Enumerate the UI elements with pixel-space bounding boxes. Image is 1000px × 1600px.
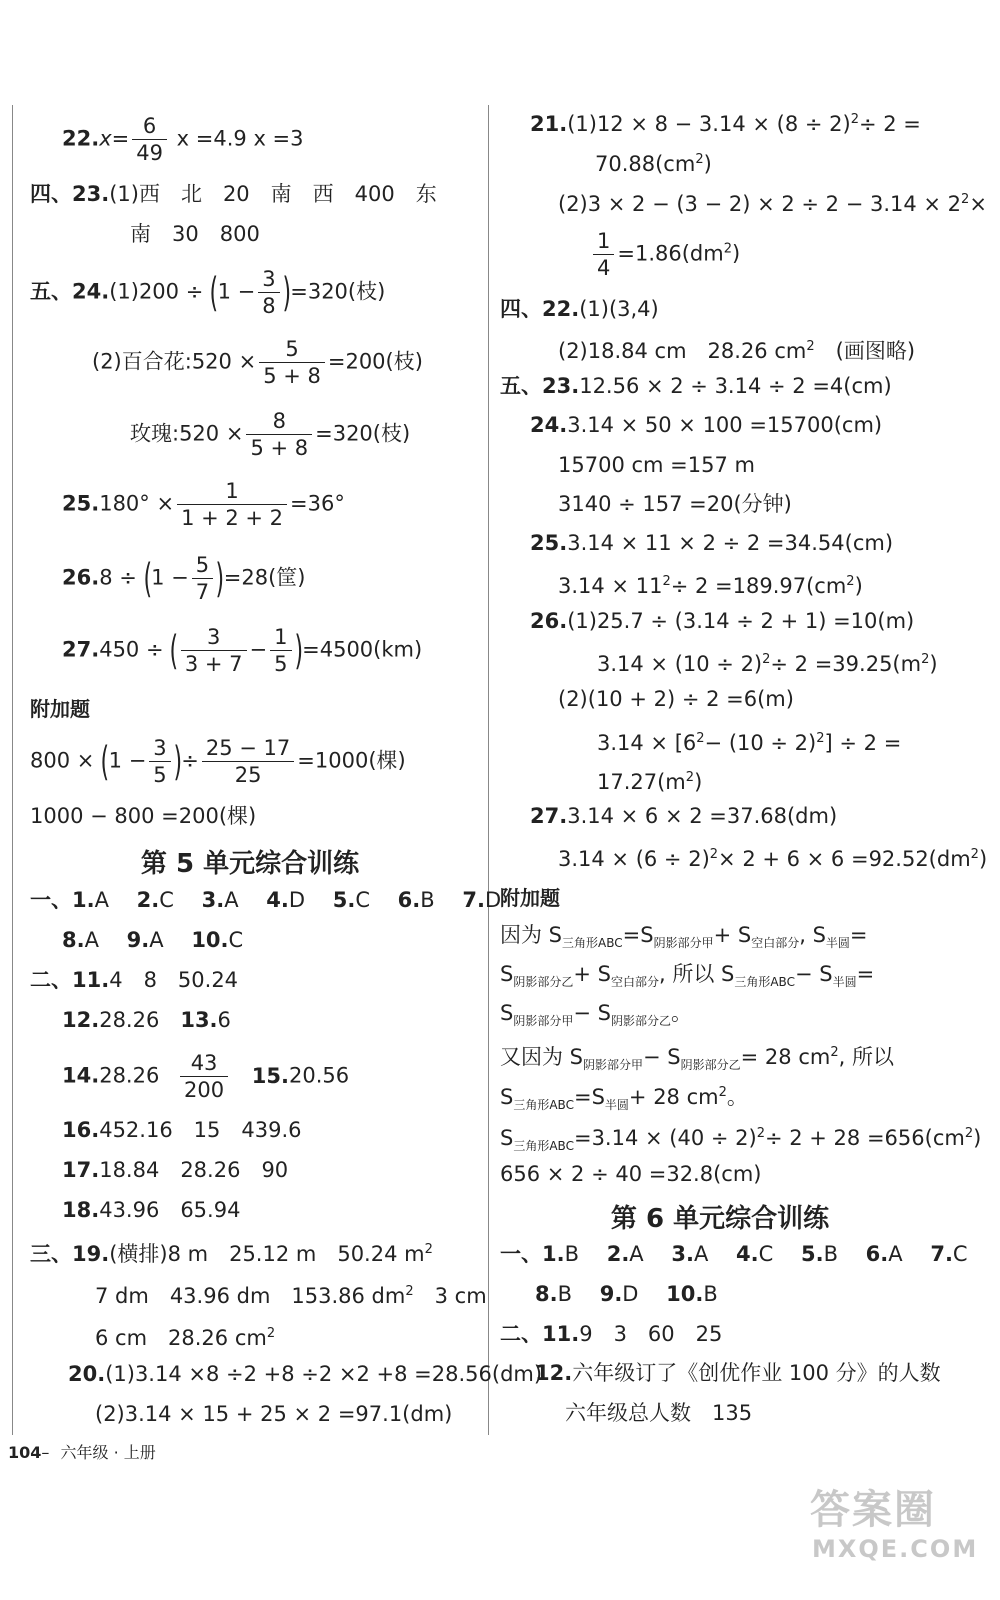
u5-answer-19: 三、19.(横排)8 m 25.12 m 50.24 $m^2$ — [30, 1242, 433, 1266]
r-answer-26-row5: $17.27(m^2)$ — [597, 770, 703, 794]
r-extra-3: $S_{阴影部分甲}- S_{阴影部分乙}$。 — [500, 1001, 692, 1028]
extra-answer-2: 1000 − 800 =200(棵) — [30, 804, 257, 828]
u5-choice-1: 一、1.A 2.C 3.A 4.D 5.C 6.B 7.D — [30, 888, 502, 912]
u6-answer-12-row2: 六年级总人数 135 — [565, 1401, 753, 1425]
r-extra-5: $S_{三角形ABC}=S_{半圆}+ 28$ $cm^2$。 — [500, 1085, 748, 1112]
left-margin-rule — [12, 105, 13, 1435]
page-number: 104 — [8, 1443, 42, 1462]
r-answer-26-row3: (2)(10 + 2) ÷ 2 =6(m) — [558, 687, 794, 711]
r-answer-21-row3: $(2)3 \times 2 - (3 - 2) \times 2 \div 2 - 3.14 \times 2^2\times$ — [558, 192, 987, 216]
r-answer-22: 四、22.(1)(3,4) — [500, 297, 659, 321]
r-answer-27-row2: $3.14 \times (6 \div 2)^2\times 2 + 6 \times 6 =92.52(dm^2)$ — [558, 847, 988, 871]
r-answer-21-row2: $70.88(cm^2)$ — [595, 152, 712, 176]
unit6-title: 第 6 单元综合训练 — [610, 1204, 830, 1234]
u5-answer-11: 二、11.4 8 50.24 — [30, 968, 239, 992]
r-answer-27: 27.3.14 × 6 × 2 =37.68(dm) — [530, 804, 838, 828]
page-number-dash: – — [41, 1443, 50, 1462]
watermark-url: MXQE.COM — [812, 1535, 979, 1563]
u6-answer-11: 二、11.9 3 60 25 — [500, 1322, 723, 1346]
r-answer-23: 五、23.12.56 × 2 ÷ 3.14 ÷ 2 =4(cm) — [500, 374, 892, 398]
r-extra-4: 又因为 $S_{阴影部分甲}- S_{阴影部分乙}= 28$ $cm^2$, 所以 — [500, 1045, 894, 1072]
u6-choice-2: 8.B 9.D 10.B — [535, 1282, 718, 1306]
u6-choice-1: 一、1.B 2.A 3.A 4.C 5.B 6.A 7.C — [500, 1242, 968, 1266]
answer-24-part2: (2)百合花:520 × $\frac{5}{5 + 8}$ =200(枝) — [92, 337, 423, 388]
extra-answer-1: 800 × (1 − $\frac{3}{5}$ )÷ $\frac{25 - 17}{25}$ =1000(棵) — [30, 736, 406, 787]
r-answer-26: 26.(1)25.7 ÷ (3.14 ÷ 2 + 1) =10(m) — [530, 609, 915, 633]
page-footer — [8, 1440, 156, 1463]
u5-answer-19-row3: 6 cm 28.26 $cm^2$ — [95, 1326, 276, 1350]
r-answer-26-row4: $3.14 \times [6^2- (10 \div 2)^2] \div 2$ = — [597, 731, 902, 755]
answer-23: 四、23.(1)西 北 20 南 西 400 东 — [30, 182, 437, 206]
r-answer-24-row3: 3140 ÷ 157 =20(分钟) — [558, 492, 792, 516]
r-extra-1: 因为 $S_{三角形ABC}=S_{阴影部分甲}+ S_{空白部分}$, $S_{半圆}=$ — [500, 923, 868, 950]
u5-answer-20-part2: (2)3.14 × 15 + 25 × 2 =97.1(dm) — [95, 1402, 453, 1426]
u5-answer-16: 16.452.16 15 439.6 — [62, 1118, 302, 1142]
u5-answer-20: 20.(1)3.14 ×8 ÷2 +8 ÷2 ×2 +8 =28.56(dm) — [68, 1362, 543, 1386]
u5-answer-12: 12.28.26 13.6 — [62, 1008, 231, 1032]
r-answer-25-row2: $3.14 \times 11^2\div 2 =189.97(cm^2)$ — [558, 574, 863, 598]
answer-23-cont: 南 30 800 — [130, 222, 260, 246]
extra-heading-left: 附加题 — [30, 697, 90, 721]
r-answer-21: $21.(1)12 \times 8 - 3.14 \times (8 \div 2)^2\div 2$ = — [530, 112, 921, 136]
r-answer-22-row2: (2)18.84 cm 28.26 $cm^2$ (画图略) — [558, 339, 916, 363]
extra-heading-right: 附加题 — [500, 886, 560, 910]
r-answer-26-row2: $3.14 \times (10 \div 2)^2\div 2 =39.25(m^2)$ — [597, 652, 938, 676]
answer-25: 25.180° × $\frac{1}{1 + 2 + 2}$ =36° — [62, 479, 345, 530]
r-answer-24: 24.3.14 × 50 × 100 =15700(cm) — [530, 413, 883, 437]
u5-choice-2: 8.A 9.A 10.C — [62, 928, 244, 952]
r-extra-6: $S_{三角形ABC}=3.14 \times (40 \div 2)^2\div 2 + 28 =656(cm^2)$ — [500, 1126, 982, 1153]
answer-26: 26.8 ÷ (1 − $\frac{5}{7}$ )=28(筐) — [62, 553, 306, 604]
answer-27: 27.450 ÷ ( $\frac{3}{3 + 7}$ − $\frac{1}{5}$ )=4500(km) — [62, 625, 423, 676]
r-answer-21-row4: $\frac{1}{4}$ $=1.86(dm^2)$ — [590, 228, 740, 281]
unit5-title: 第 5 单元综合训练 — [140, 849, 360, 879]
r-answer-24-row2: 15700 cm =157 m — [558, 453, 755, 477]
r-extra-2: $S_{阴影部分乙}+ S_{空白部分}$, 所以 $S_{三角形ABC}- S_{半圆}=$ — [500, 962, 875, 989]
grade-label: 六年级 · 上册 — [60, 1443, 156, 1462]
column-divider — [488, 105, 489, 1435]
u6-answer-12: 12.六年级订了《创优作业 100 分》的人数 — [535, 1361, 941, 1385]
answer-24-part3: 玫瑰:520 × $\frac{8}{5 + 8}$ =320(枝) — [130, 409, 411, 460]
u5-answer-14: 14.28.26 $\frac{43}{200}$ 15.20.56 — [62, 1051, 350, 1102]
u5-answer-17: 17.18.84 28.26 90 — [62, 1158, 289, 1182]
watermark-logo: 答案圈 — [810, 1487, 936, 1533]
answer-24: 五、24.(1)200 ÷ (1 − $\frac{3}{8}$ )=320(枝) — [30, 267, 386, 318]
r-answer-25: 25.3.14 × 11 × 2 ÷ 2 =34.54(cm) — [530, 531, 894, 555]
answer-22: 22.x= $\frac{6}{49}$ x =4.9 x =3 — [62, 114, 304, 165]
u5-answer-19-row2: 7 dm 43.96 dm 153.86 $dm^2$ 3 cm — [95, 1284, 487, 1308]
r-extra-7: 656 × 2 ÷ 40 =32.8(cm) — [500, 1162, 762, 1186]
u5-answer-18: 18.43.96 65.94 — [62, 1198, 241, 1222]
